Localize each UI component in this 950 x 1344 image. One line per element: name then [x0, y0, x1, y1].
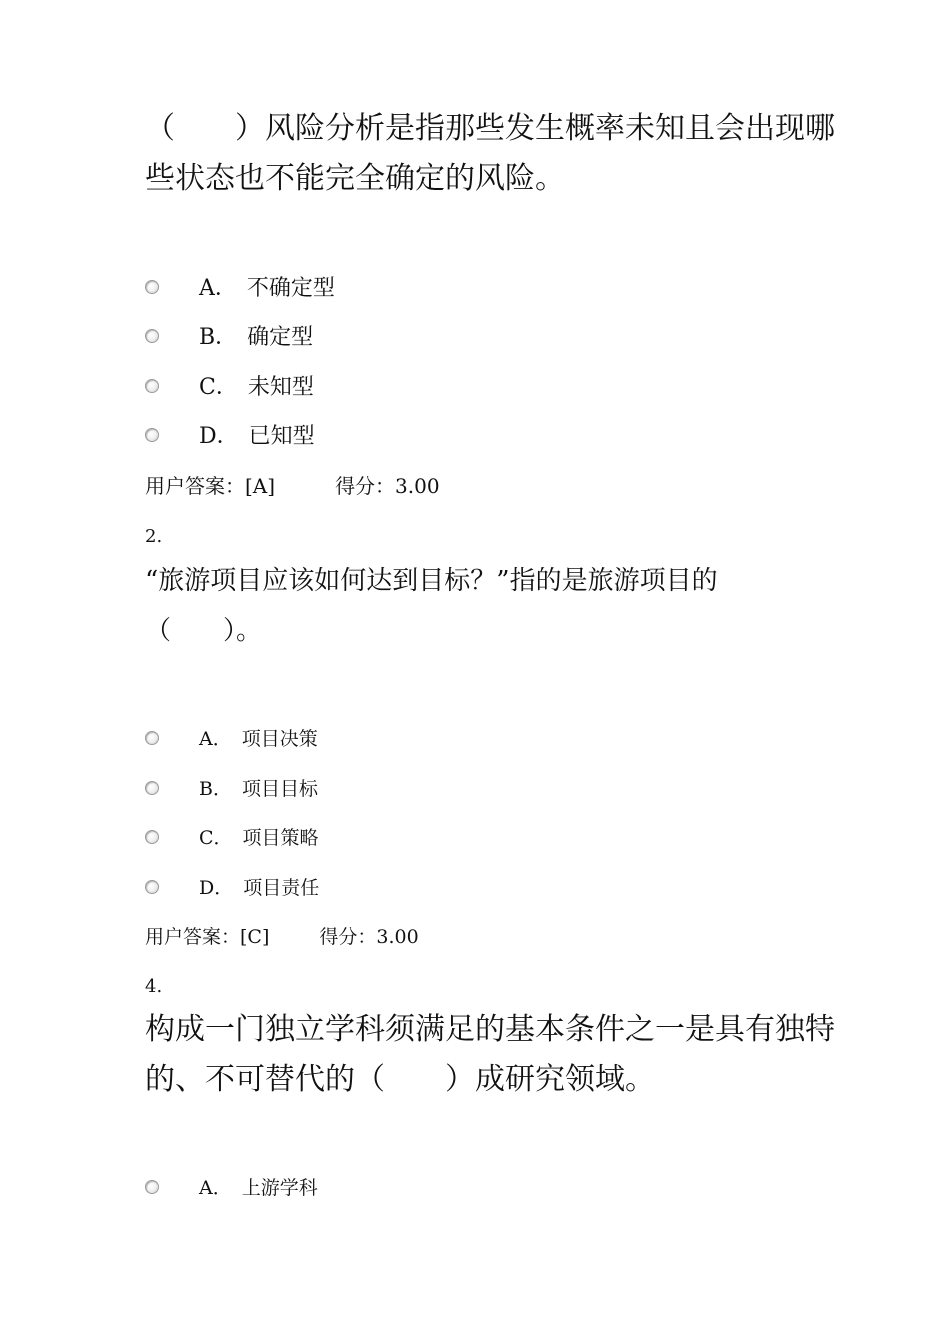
- option-1-d[interactable]: [145, 419, 315, 450]
- answer-line-2: [145, 922, 419, 949]
- question-number: 4.: [145, 976, 163, 997]
- option-label: 不确定型: [246, 276, 335, 301]
- question-1-text: （ ）风险分析是指那些发生概率未知且会出现哪些状态也不能完全确定的风险。: [145, 111, 835, 196]
- option-label: 未知型: [247, 375, 314, 400]
- option-letter: B．: [199, 778, 232, 800]
- option-letter: A．: [199, 276, 237, 301]
- option-letter: C．: [199, 827, 233, 849]
- option-4-a[interactable]: [145, 1173, 318, 1200]
- option-1-c[interactable]: [145, 370, 314, 401]
- option-letter: B．: [199, 325, 238, 350]
- user-answer: 用户答案：[A]: [145, 474, 276, 498]
- question-number: 2.: [145, 526, 163, 547]
- option-letter: D．: [199, 877, 234, 899]
- radio-button-icon[interactable]: [145, 880, 159, 894]
- option-2-b[interactable]: [145, 774, 318, 801]
- option-2-d[interactable]: [145, 873, 319, 900]
- radio-button-icon[interactable]: [145, 731, 159, 745]
- radio-button-icon[interactable]: [145, 329, 159, 343]
- option-letter: C．: [199, 375, 238, 400]
- radio-button-icon[interactable]: [145, 1180, 159, 1194]
- question-4-text: 构成一门独立学科须满足的基本条件之一是具有独特的、不可替代的（ ）成研究领域。: [145, 1012, 835, 1097]
- option-label: 项目决策: [241, 728, 318, 750]
- option-letter: A．: [199, 1177, 232, 1199]
- option-label: 上游学科: [241, 1177, 318, 1199]
- radio-button-icon[interactable]: [145, 781, 159, 795]
- option-2-c[interactable]: [145, 823, 319, 850]
- option-label: 项目责任: [243, 877, 320, 899]
- question-2-text: “旅游项目应该如何达到目标？”指的是旅游项目的（ ）。: [145, 566, 718, 646]
- option-label: 项目目标: [241, 778, 318, 800]
- radio-button-icon[interactable]: [145, 379, 159, 393]
- radio-button-icon[interactable]: [145, 280, 159, 294]
- option-letter: D．: [199, 424, 239, 449]
- option-label: 已知型: [248, 424, 315, 449]
- radio-button-icon[interactable]: [145, 830, 159, 844]
- score: 得分：3.00: [319, 926, 419, 948]
- option-label: 确定型: [247, 325, 314, 350]
- answer-line-1: [145, 470, 440, 499]
- radio-button-icon[interactable]: [145, 428, 159, 442]
- score: 得分：3.00: [335, 474, 440, 498]
- user-answer: 用户答案：[C]: [145, 926, 270, 948]
- option-label: 项目策略: [242, 827, 319, 849]
- option-1-a[interactable]: [145, 271, 335, 302]
- option-letter: A．: [199, 728, 232, 750]
- option-1-b[interactable]: [145, 320, 313, 351]
- option-2-a[interactable]: [145, 724, 318, 751]
